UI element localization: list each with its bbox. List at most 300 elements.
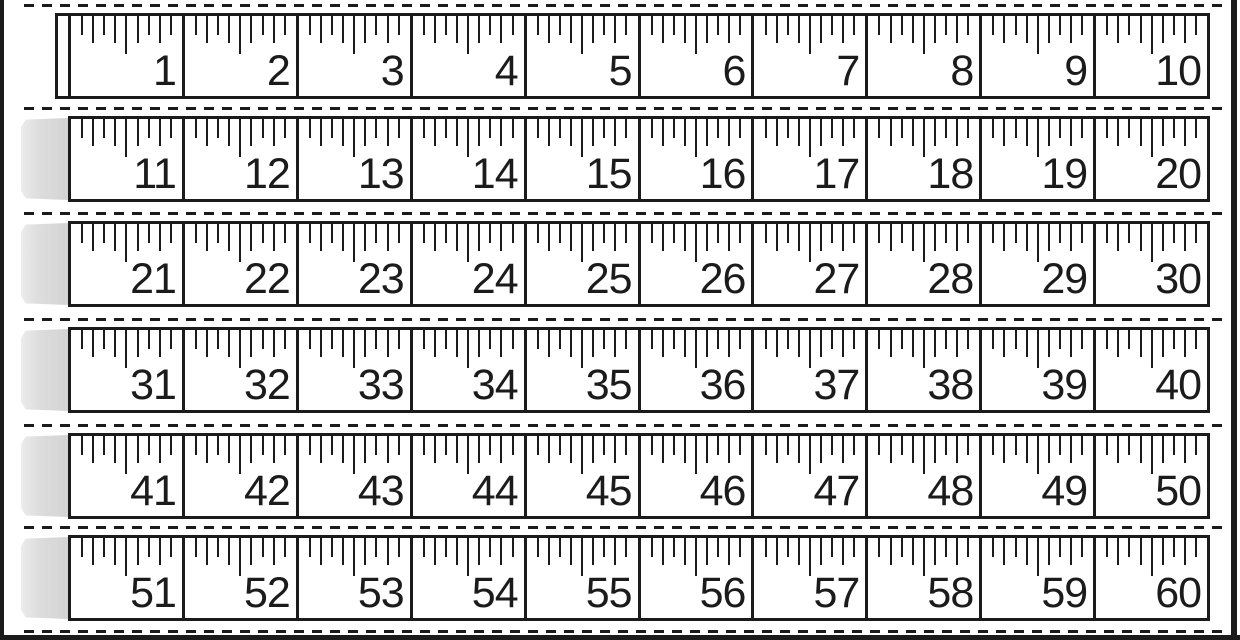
tick-minor	[434, 119, 436, 146]
tick-minor	[1059, 330, 1061, 349]
tick-minor	[273, 16, 275, 43]
tick-minor	[537, 436, 539, 455]
tick-minor	[262, 330, 264, 349]
tick-minor	[1026, 224, 1028, 251]
tick-minor	[512, 538, 514, 557]
ruler-band	[68, 221, 1210, 307]
tick-half-unit	[125, 436, 127, 474]
tick-minor	[320, 436, 322, 463]
tick-minor	[137, 16, 139, 43]
tick-minor	[1081, 538, 1083, 557]
tick-minor	[739, 538, 741, 557]
unit-number: 27	[813, 255, 860, 303]
tick-minor	[1026, 538, 1028, 565]
tick-minor	[217, 538, 219, 557]
tick-minor	[662, 224, 664, 251]
tick-half-unit	[1037, 436, 1039, 474]
tick-minor	[1015, 119, 1017, 138]
tick-half-unit	[353, 224, 355, 262]
tick-minor	[967, 330, 969, 349]
tick-minor	[537, 330, 539, 349]
tick-minor	[81, 538, 83, 557]
cut-line-dashed	[24, 526, 1222, 529]
tick-minor	[820, 119, 822, 146]
tick-minor	[273, 538, 275, 565]
tick-minor	[831, 538, 833, 557]
tick-minor	[1015, 436, 1017, 455]
tick-minor	[842, 119, 844, 146]
tick-minor	[853, 330, 855, 349]
tick-minor	[1140, 330, 1142, 357]
ruler-unit-cell	[71, 538, 185, 618]
tick-minor	[1162, 330, 1164, 357]
ruler-unit-cell	[1096, 330, 1207, 410]
tick-half-unit	[923, 436, 925, 474]
tick-minor	[445, 436, 447, 455]
tick-minor	[159, 538, 161, 565]
tick-minor	[1195, 16, 1197, 35]
ruler-unit-cell	[185, 119, 299, 199]
tick-minor	[103, 224, 105, 243]
tick-minor	[717, 538, 719, 557]
tick-minor	[114, 119, 116, 146]
tick-minor	[592, 330, 594, 357]
tick-minor	[728, 330, 730, 357]
ruler-band	[68, 327, 1210, 413]
tick-minor	[284, 538, 286, 557]
tick-minor	[364, 330, 366, 357]
tick-minor	[398, 224, 400, 243]
tick-minor	[717, 16, 719, 35]
tick-minor	[1048, 330, 1050, 357]
cut-line-dashed	[24, 630, 1222, 633]
tick-half-unit	[467, 16, 469, 54]
tick-minor	[945, 119, 947, 138]
tick-minor	[309, 330, 311, 349]
ruler-unit-cell	[1096, 16, 1207, 96]
tick-half-unit	[1037, 16, 1039, 54]
tick-minor	[148, 16, 150, 35]
ruler-unit-cell	[641, 119, 755, 199]
tick-minor	[614, 538, 616, 565]
tick-minor	[592, 224, 594, 251]
tick-minor	[717, 436, 719, 455]
ruler-unit-cell	[299, 436, 413, 516]
unit-number: 6	[722, 47, 746, 95]
tick-half-unit	[239, 436, 241, 474]
ruler-unit-cell	[868, 119, 982, 199]
glue-tab	[21, 223, 68, 305]
unit-number: 41	[130, 467, 176, 515]
tick-minor	[92, 436, 94, 463]
ruler-unit-cell	[868, 16, 982, 96]
tick-minor	[137, 119, 139, 146]
unit-number: 16	[699, 150, 746, 198]
tick-minor	[262, 538, 264, 557]
tick-minor	[787, 224, 789, 243]
tick-minor	[570, 330, 572, 357]
unit-number: 5	[608, 47, 632, 95]
tick-minor	[842, 538, 844, 565]
tick-minor	[423, 330, 425, 349]
tick-minor	[662, 436, 664, 463]
tick-half-unit	[923, 16, 925, 54]
tick-minor	[1162, 538, 1164, 565]
tick-minor	[273, 436, 275, 463]
tick-minor	[548, 538, 550, 565]
tick-minor	[787, 119, 789, 138]
tick-minor	[717, 119, 719, 138]
unit-number: 39	[1041, 361, 1088, 409]
tick-minor	[445, 538, 447, 557]
tick-minor	[798, 16, 800, 43]
ruler-segment	[0, 107, 1240, 212]
tick-minor	[309, 436, 311, 455]
tick-minor	[478, 330, 480, 357]
ruler-unit-cell	[641, 538, 755, 618]
tick-minor	[375, 119, 377, 138]
tick-minor	[434, 224, 436, 251]
tick-minor	[331, 16, 333, 35]
tick-minor	[309, 16, 311, 35]
tick-minor	[820, 224, 822, 251]
tick-minor	[956, 224, 958, 251]
tick-minor	[673, 330, 675, 349]
ruler-unit-cell	[299, 538, 413, 618]
tick-minor	[831, 436, 833, 455]
tick-minor	[103, 119, 105, 138]
tick-minor	[250, 330, 252, 357]
tick-minor	[478, 538, 480, 565]
unit-number: 25	[585, 255, 632, 303]
tick-minor	[1059, 119, 1061, 138]
tick-half-unit	[1151, 119, 1153, 157]
tick-minor	[262, 224, 264, 243]
tick-minor	[195, 119, 197, 138]
tick-minor	[489, 16, 491, 35]
ruler-unit-cell	[868, 538, 982, 618]
tick-minor	[878, 436, 880, 455]
tick-minor	[1106, 16, 1108, 35]
tick-minor	[320, 119, 322, 146]
tick-half-unit	[809, 330, 811, 368]
tick-half-unit	[923, 224, 925, 262]
tick-minor	[570, 224, 572, 251]
tick-minor	[739, 330, 741, 349]
tick-minor	[934, 224, 936, 251]
tick-minor	[548, 119, 550, 146]
unit-number: 56	[699, 569, 746, 617]
tick-minor	[1081, 436, 1083, 455]
tick-minor	[706, 119, 708, 146]
tick-minor	[559, 538, 561, 557]
tick-minor	[489, 436, 491, 455]
tick-minor	[592, 16, 594, 43]
tick-minor	[625, 119, 627, 138]
tick-minor	[206, 119, 208, 146]
tick-minor	[728, 16, 730, 43]
tick-half-unit	[695, 330, 697, 368]
tick-minor	[798, 538, 800, 565]
tick-minor	[603, 436, 605, 455]
tick-minor	[148, 538, 150, 557]
ruler-unit-cell	[71, 16, 185, 96]
tick-minor	[331, 330, 333, 349]
tick-minor	[331, 538, 333, 557]
tick-minor	[456, 224, 458, 251]
tick-minor	[728, 224, 730, 251]
tick-minor	[1195, 538, 1197, 557]
tick-half-unit	[695, 224, 697, 262]
tick-minor	[512, 436, 514, 455]
tick-minor	[398, 119, 400, 138]
tick-minor	[787, 330, 789, 349]
ruler-band	[68, 535, 1210, 621]
unit-number: 28	[927, 255, 974, 303]
unit-number: 45	[585, 467, 632, 515]
tick-minor	[820, 538, 822, 565]
tick-half-unit	[125, 224, 127, 262]
tick-minor	[684, 224, 686, 251]
tick-minor	[478, 436, 480, 463]
tick-minor	[1117, 538, 1119, 565]
tick-minor	[537, 538, 539, 557]
tick-minor	[776, 224, 778, 251]
tick-minor	[673, 538, 675, 557]
tick-minor	[1140, 538, 1142, 565]
unit-number: 21	[130, 255, 176, 303]
tick-minor	[1059, 224, 1061, 243]
tick-minor	[842, 224, 844, 251]
tick-half-unit	[239, 538, 241, 576]
unit-number: 7	[836, 47, 860, 95]
ruler-unit-cell	[527, 436, 641, 516]
unit-number: 3	[380, 47, 404, 95]
tick-minor	[1003, 538, 1005, 565]
tick-minor	[912, 16, 914, 43]
unit-number: 33	[357, 361, 404, 409]
unit-number: 31	[130, 361, 176, 409]
tick-minor	[364, 224, 366, 251]
ruler-unit-cell	[185, 538, 299, 618]
ruler-unit-cell	[299, 119, 413, 199]
tick-minor	[262, 119, 264, 138]
tick-half-unit	[923, 119, 925, 157]
tick-minor	[967, 436, 969, 455]
ruler-unit-cell	[299, 16, 413, 96]
tick-half-unit	[809, 436, 811, 474]
tick-half-unit	[239, 16, 241, 54]
tick-minor	[1128, 436, 1130, 455]
tick-minor	[1184, 330, 1186, 357]
tick-minor	[500, 119, 502, 146]
ruler-band	[68, 433, 1210, 519]
unit-number: 59	[1041, 569, 1088, 617]
tick-minor	[159, 119, 161, 146]
tick-minor	[901, 330, 903, 349]
ruler-cells	[71, 119, 1207, 199]
tick-minor	[1117, 330, 1119, 357]
tick-minor	[148, 330, 150, 349]
unit-number: 36	[699, 361, 746, 409]
tick-minor	[1048, 224, 1050, 251]
tick-minor	[195, 16, 197, 35]
tick-minor	[878, 119, 880, 138]
tick-minor	[1128, 330, 1130, 349]
tick-minor	[434, 538, 436, 565]
tick-minor	[262, 436, 264, 455]
tick-minor	[1048, 16, 1050, 43]
ruler-band	[68, 116, 1210, 202]
tick-minor	[489, 224, 491, 243]
tick-minor	[512, 330, 514, 349]
tick-minor	[217, 16, 219, 35]
ruler-unit-cell	[185, 224, 299, 304]
tick-minor	[1003, 119, 1005, 146]
tick-minor	[489, 330, 491, 349]
tick-minor	[934, 538, 936, 565]
unit-number: 51	[130, 569, 176, 617]
unit-number: 18	[927, 150, 974, 198]
tick-minor	[662, 16, 664, 43]
tick-minor	[1173, 119, 1175, 138]
unit-number: 13	[357, 150, 404, 198]
tick-minor	[548, 436, 550, 463]
tick-half-unit	[353, 538, 355, 576]
tick-half-unit	[125, 330, 127, 368]
tick-half-unit	[1151, 224, 1153, 262]
tick-minor	[228, 16, 230, 43]
tick-minor	[842, 16, 844, 43]
tick-minor	[92, 119, 94, 146]
tick-minor	[798, 436, 800, 463]
tick-minor	[250, 16, 252, 43]
tick-minor	[787, 16, 789, 35]
tick-minor	[625, 224, 627, 243]
tick-minor	[170, 436, 172, 455]
tick-minor	[728, 436, 730, 463]
tick-minor	[81, 224, 83, 243]
ruler-unit-cell	[641, 224, 755, 304]
tick-minor	[625, 538, 627, 557]
tick-minor	[342, 224, 344, 251]
tick-minor	[159, 330, 161, 357]
tick-minor	[559, 436, 561, 455]
tick-minor	[739, 16, 741, 35]
ruler-unit-cell	[71, 436, 185, 516]
tick-minor	[1048, 538, 1050, 565]
tick-minor	[912, 538, 914, 565]
tick-minor	[776, 330, 778, 357]
ruler-unit-cell	[754, 436, 868, 516]
tick-minor	[445, 224, 447, 243]
tick-minor	[342, 538, 344, 565]
tick-minor	[195, 436, 197, 455]
tick-minor	[309, 224, 311, 243]
tick-minor	[445, 330, 447, 349]
tick-half-unit	[467, 538, 469, 576]
cut-line-dashed	[24, 318, 1222, 321]
tick-minor	[1106, 119, 1108, 138]
tick-minor	[592, 436, 594, 463]
tick-minor	[206, 16, 208, 43]
tick-half-unit	[581, 436, 583, 474]
tick-minor	[284, 16, 286, 35]
tick-minor	[765, 224, 767, 243]
tick-minor	[217, 224, 219, 243]
tick-minor	[992, 538, 994, 557]
tick-minor	[1106, 330, 1108, 349]
tick-minor	[398, 330, 400, 349]
tick-minor	[148, 436, 150, 455]
tick-minor	[398, 538, 400, 557]
tick-minor	[364, 538, 366, 565]
tick-minor	[137, 330, 139, 357]
unit-number: 55	[585, 569, 632, 617]
ruler-segment	[0, 318, 1240, 424]
tick-half-unit	[125, 119, 127, 157]
tick-minor	[728, 538, 730, 565]
tick-minor	[273, 330, 275, 357]
tick-minor	[1117, 16, 1119, 43]
tick-minor	[309, 538, 311, 557]
tick-minor	[114, 538, 116, 565]
unit-number: 4	[494, 47, 518, 95]
tick-minor	[320, 224, 322, 251]
tick-minor	[81, 119, 83, 138]
unit-number: 9	[1064, 47, 1088, 95]
tick-minor	[901, 224, 903, 243]
tick-minor	[284, 119, 286, 138]
tick-minor	[342, 16, 344, 43]
tick-minor	[103, 538, 105, 557]
tick-minor	[1081, 224, 1083, 243]
tick-minor	[776, 16, 778, 43]
tick-minor	[1070, 119, 1072, 146]
tick-minor	[1003, 436, 1005, 463]
tick-minor	[1173, 538, 1175, 557]
tick-minor	[614, 330, 616, 357]
unit-number: 54	[471, 569, 518, 617]
tick-minor	[1195, 436, 1197, 455]
tick-minor	[170, 119, 172, 138]
tick-minor	[1081, 119, 1083, 138]
ruler-unit-cell	[413, 436, 527, 516]
ruler-unit-cell	[185, 330, 299, 410]
tick-minor	[342, 119, 344, 146]
unit-number: 37	[813, 361, 860, 409]
tick-half-unit	[695, 16, 697, 54]
tick-minor	[500, 436, 502, 463]
tick-minor	[159, 16, 161, 43]
tick-minor	[331, 119, 333, 138]
tick-minor	[512, 16, 514, 35]
tick-minor	[853, 436, 855, 455]
tick-minor	[1117, 436, 1119, 463]
tick-minor	[1173, 436, 1175, 455]
tick-minor	[853, 16, 855, 35]
tick-minor	[375, 538, 377, 557]
tick-minor	[890, 119, 892, 146]
ruler-unit-cell	[982, 16, 1096, 96]
tick-minor	[159, 224, 161, 251]
tick-minor	[320, 330, 322, 357]
tick-minor	[890, 224, 892, 251]
tick-minor	[853, 538, 855, 557]
unit-number: 42	[243, 467, 290, 515]
unit-number: 30	[1155, 255, 1202, 303]
tick-minor	[956, 16, 958, 43]
